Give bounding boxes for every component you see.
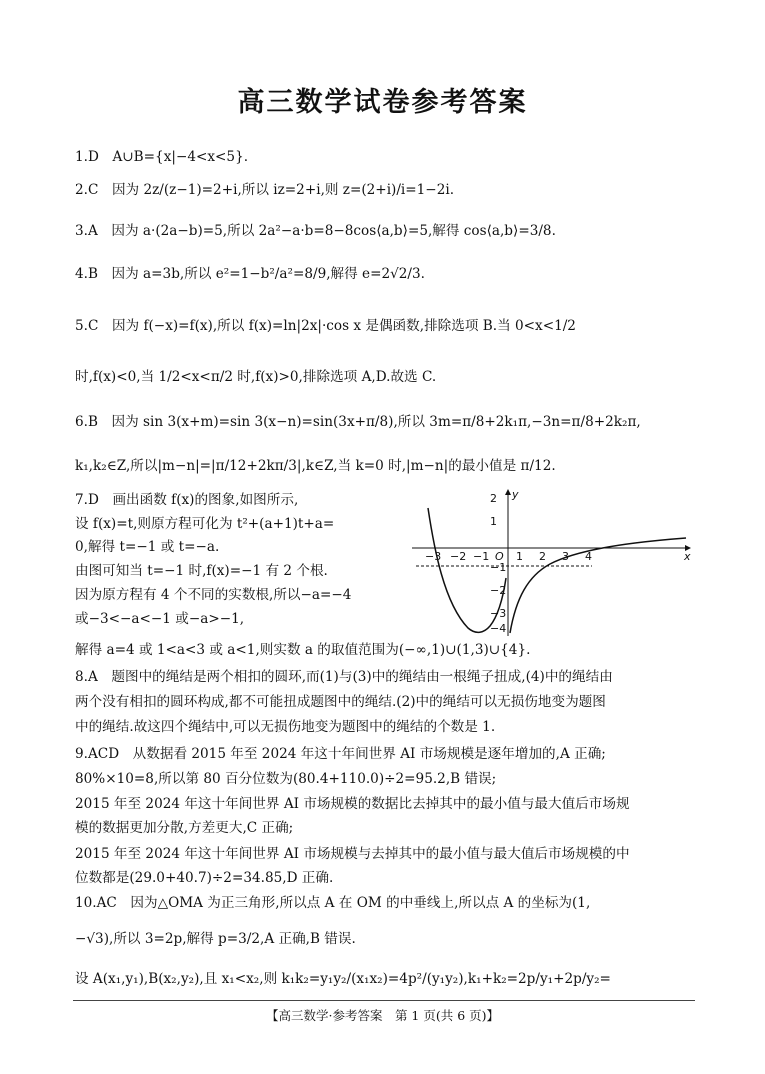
answer-line: 两个没有相扣的圆环构成,都不可能扭成题图中的绳结.(2)中的绳结可以无损伤地变为题图 xyxy=(75,694,606,710)
answer-line: 0,解得 t=−1 或 t=−a. xyxy=(75,539,220,555)
answer-line: 3.A 因为 a·(2a−b)=5,所以 2a²−a·b=8−8cos⟨a,b⟩=5,解得 cos⟨a,b⟩=3/8. xyxy=(75,223,556,239)
answer-line: 8.A 题图中的绳结是两个相扣的圆环,而(1)与(3)中的绳结由一根绳子扭成,(4)中的绳结由 xyxy=(75,669,613,685)
answer-line: 1.D A∪B={x|−4<x<5}. xyxy=(75,149,249,165)
answer-line: 2.C 因为 2z/(z−1)=2+i,所以 iz=2+i,则 z=(2+i)/i=1−2i. xyxy=(75,182,455,198)
x-tick-label: 2 xyxy=(539,550,546,563)
answer-line: 5.C 因为 f(−x)=f(x),所以 f(x)=ln|2x|·cos x 是偶函数,排除选项 B.当 0<x<1/2 xyxy=(75,318,576,334)
answer-line: 模的数据更加分散,方差更大,C 正确; xyxy=(75,820,294,836)
answer-line: 位数都是(29.0+40.7)÷2=34.85,D 正确. xyxy=(75,870,334,886)
answer-line: 设 f(x)=t,则原方程可化为 t²+(a+1)t+a= xyxy=(75,516,335,532)
y-axis-label: y xyxy=(512,488,519,501)
answer-line: 9.ACD 从数据看 2015 年至 2024 年这十年间世界 AI 市场规模是逐年增加的,A 正确; xyxy=(75,746,606,762)
answer-line: 设 A(x₁,y₁),B(x₂,y₂),且 x₁<x₂,则 k₁k₂=y₁y₂/(x₁x₂)=4p²/(y₁y₂),k₁+k₂=2p/y₁+2p/y₂= xyxy=(75,971,611,987)
answer-line: 由图可知当 t=−1 时,f(x)=−1 有 2 个根. xyxy=(75,563,328,579)
x-tick-label: −3 xyxy=(425,550,442,563)
answer-line: 6.B 因为 sin 3(x+m)=sin 3(x−n)=sin(3x+π/8),所以 3m=π/8+2k₁π,−3n=π/8+2k₂π, xyxy=(75,414,641,430)
page-footer: 【高三数学·参考答案 第 1 页(共 6 页)】 xyxy=(265,1008,500,1023)
y-tick-label: −2 xyxy=(490,584,507,597)
answer-line: 解得 a=4 或 1<a<3 或 a<1,则实数 a 的取值范围为(−∞,1)∪(1,3)∪{4}. xyxy=(75,642,531,658)
answer-line: 时,f(x)<0,当 1/2<x<π/2 时,f(x)>0,排除选项 A,D.故选 C. xyxy=(75,369,437,385)
x-tick-label: −1 xyxy=(473,550,490,563)
y-tick-label: 2 xyxy=(490,492,497,505)
answer-line: 因为原方程有 4 个不同的实数根,所以−a=−4 xyxy=(75,587,352,603)
curve-right xyxy=(510,538,686,633)
y-tick-label: 1 xyxy=(490,515,497,528)
footer-rule xyxy=(73,1000,695,1001)
answer-line: −√3),所以 3=2p,解得 p=3/2,A 正确,B 错误. xyxy=(75,931,356,947)
function-graph xyxy=(410,488,700,638)
answer-line: k₁,k₂∈Z,所以|m−n|=|π/12+2kπ/3|,k∈Z,当 k=0 时,|m−n|的最小值是 π/12. xyxy=(75,458,556,474)
x-tick-label: −2 xyxy=(450,550,467,563)
page-title: 高三数学试卷参考答案 xyxy=(237,87,528,118)
y-tick-label: −4 xyxy=(490,622,507,635)
y-tick-label: −1 xyxy=(490,561,507,574)
origin-label: O xyxy=(495,550,504,563)
x-axis-label: x xyxy=(684,550,691,563)
answer-line: 10.AC 因为△OMA 为正三角形,所以点 A 在 OM 的中垂线上,所以点 A 的坐标为(1, xyxy=(75,895,591,911)
x-tick-label: 4 xyxy=(585,550,592,563)
x-tick-label: 1 xyxy=(516,550,523,563)
answer-line: 4.B 因为 a=3b,所以 e²=1−b²/a²=8/9,解得 e=2√2/3. xyxy=(75,266,425,282)
answer-line: 2015 年至 2024 年这十年间世界 AI 市场规模的数据比去掉其中的最小值与最大值后市场规 xyxy=(75,796,630,812)
answer-line: 80%×10=8,所以第 80 百分位数为(80.4+110.0)÷2=95.2,B 错误; xyxy=(75,771,497,787)
x-tick-label: 3 xyxy=(562,550,569,563)
answer-line: 中的绳结.故这四个绳结中,可以无损伤地变为题图中的绳结的个数是 1. xyxy=(75,719,496,735)
answer-line: 7.D 画出函数 f(x)的图象,如图所示, xyxy=(75,492,299,508)
y-tick-label: −3 xyxy=(490,607,507,620)
answer-line: 2015 年至 2024 年这十年间世界 AI 市场规模与去掉其中的最小值与最大值后市场规模的中 xyxy=(75,846,630,862)
answer-line: 或−3<−a<−1 或−a>−1, xyxy=(75,611,245,627)
